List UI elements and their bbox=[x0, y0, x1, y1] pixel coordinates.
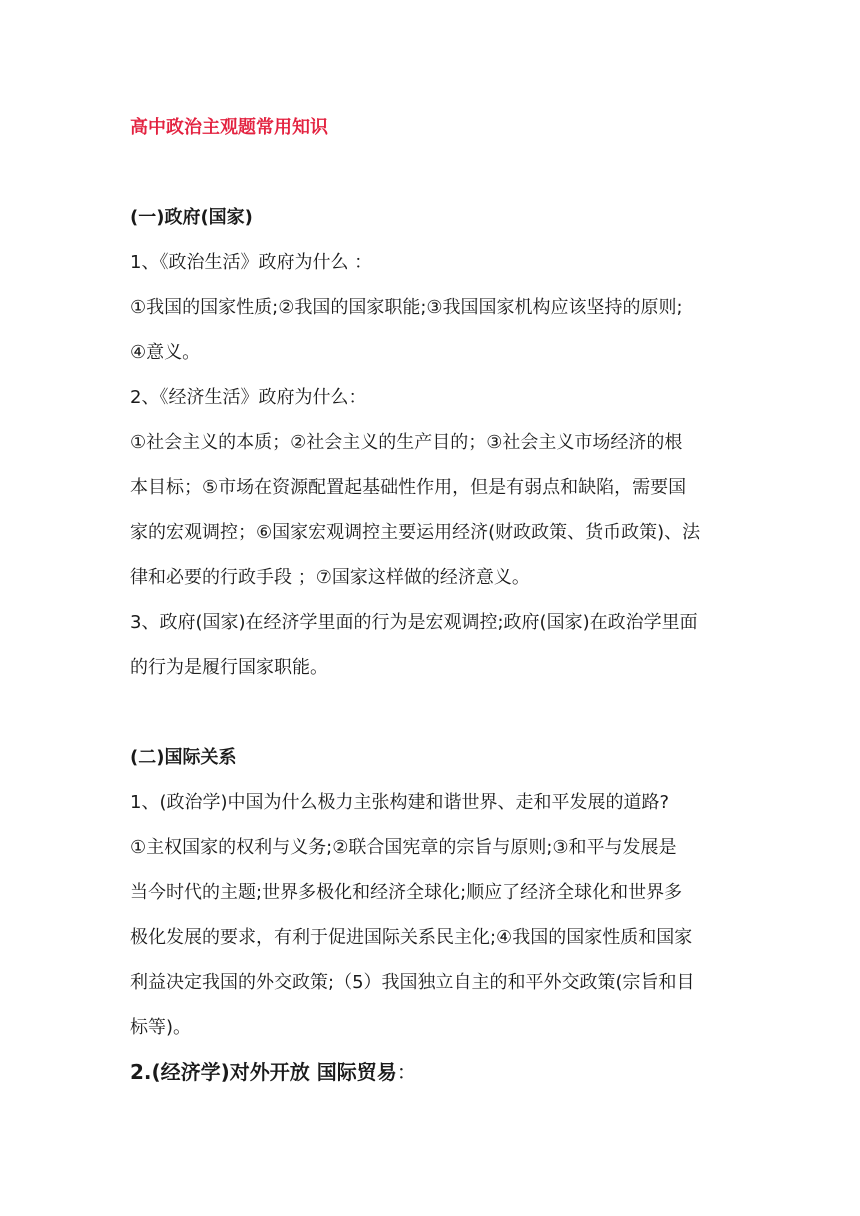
paragraph-line: ①我国的国家性质;②我国的国家职能;③我国国家机构应该坚持的原则; bbox=[130, 297, 683, 318]
subsection-heading-bold: 2.(经济学)对外开放 国际贸易 bbox=[130, 1061, 397, 1083]
paragraph-line: 利益决定我国的外交政策;（5）我国独立自主的和平外交政策(宗旨和目 bbox=[130, 972, 695, 993]
paragraph-line: ①社会主义的本质；②社会主义的生产目的；③社会主义市场经济的根 bbox=[130, 432, 683, 453]
paragraph-line: ④意义。 bbox=[130, 342, 201, 363]
section-heading-government: (一)政府(国家) bbox=[130, 207, 253, 228]
paragraph-line: 律和必要的行政手段 ；⑦国家这样做的经济意义。 bbox=[130, 567, 530, 588]
paragraph-line: 极化发展的要求，有利于促进国际关系民主化;④我国的国家性质和国家 bbox=[130, 927, 693, 948]
subsection-heading-trade bbox=[130, 1061, 740, 1083]
paragraph-line: 本目标；⑤市场在资源配置起基础性作用，但是有弱点和缺陷，需要国 bbox=[130, 477, 687, 498]
paragraph-line: ①主权国家的权利与义务;②联合国宪章的宗旨与原则;③和平与发展是 bbox=[130, 837, 677, 858]
paragraph-line: 家的宏观调控；⑥国家宏观调控主要运用经济(财政政策、货币政策)、法 bbox=[130, 522, 701, 543]
paragraph-line: 3、政府(国家)在经济学里面的行为是宏观调控;政府(国家)在政治学里面 bbox=[130, 612, 698, 633]
paragraph-line: 2、《经济生活》政府为什么： bbox=[130, 387, 367, 408]
paragraph-line: 1、(政治学)中国为什么极力主张构建和谐世界、走和平发展的道路? bbox=[130, 792, 670, 813]
section-heading-international: (二)国际关系 bbox=[130, 747, 237, 768]
paragraph-line: 的行为是履行国家职能。 bbox=[130, 657, 328, 678]
paragraph-line: 标等)。 bbox=[130, 1017, 192, 1038]
paragraph-line: 1、《政治生活》政府为什么 ： bbox=[130, 252, 373, 273]
document-title: 高中政治主观题常用知识 bbox=[130, 117, 328, 138]
paragraph-line: 当今时代的主题;世界多极化和经济全球化;顺应了经济全球化和世界多 bbox=[130, 882, 683, 903]
subsection-heading-colon: ： bbox=[396, 1061, 417, 1083]
